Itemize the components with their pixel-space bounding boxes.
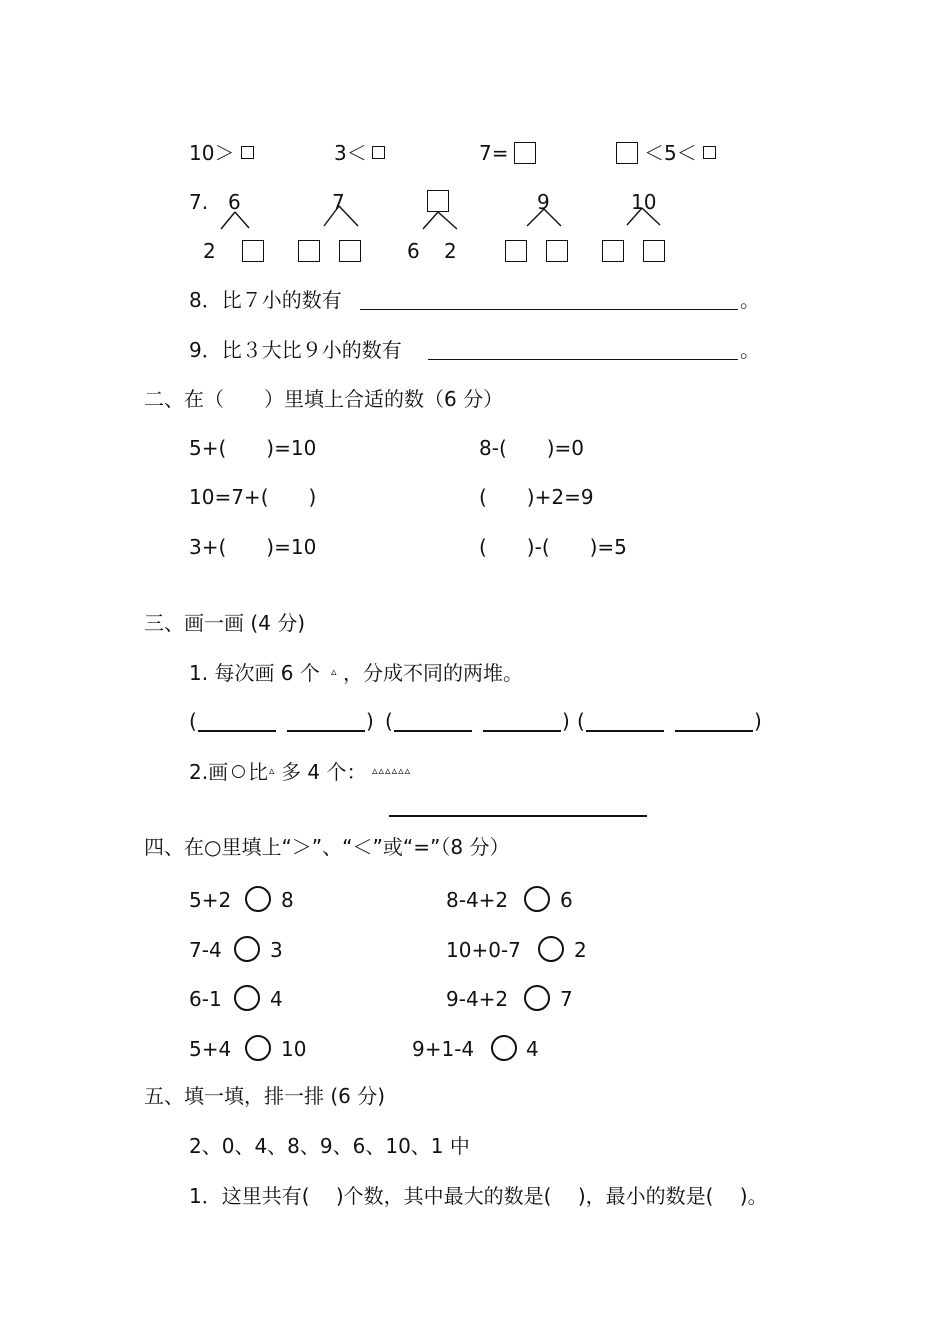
compare-circle[interactable] bbox=[524, 985, 550, 1011]
fill-item: ( )+2=9 bbox=[479, 485, 594, 509]
paren-close: ) bbox=[366, 709, 374, 733]
paren-open: ( bbox=[577, 709, 585, 733]
sec5-q1: 1．这里共有( )个数，其中最大的数是( )，最小的数是( )。 bbox=[189, 1184, 768, 1208]
answer-box[interactable] bbox=[546, 240, 568, 262]
q7-number: 7. bbox=[189, 190, 209, 214]
draw-blank[interactable] bbox=[675, 730, 753, 732]
compare-right: 6 bbox=[560, 888, 573, 912]
section-3-title: 三、画一画 (4 分) bbox=[144, 611, 306, 635]
q8-answer-line[interactable] bbox=[360, 309, 738, 310]
sec3-q1-after: ，分成不同的两堆。 bbox=[343, 661, 523, 685]
triangle-row-icon: ▵▵▵▵▵▵ bbox=[372, 764, 412, 777]
fill-item: 5+( )=10 bbox=[189, 436, 317, 460]
compare-right: 4 bbox=[526, 1037, 539, 1061]
triangle-icon: ▵ bbox=[269, 764, 275, 777]
draw-blank[interactable] bbox=[394, 730, 472, 732]
compare-circle[interactable] bbox=[491, 1035, 517, 1061]
compare-left: 5+4 bbox=[189, 1037, 232, 1061]
compare-left: 9-4+2 bbox=[446, 987, 509, 1011]
paren-close: ) bbox=[754, 709, 762, 733]
sec5-numbers: 2、0、4、8、9、6、10、1 中 bbox=[189, 1134, 470, 1158]
draw-blank[interactable] bbox=[198, 730, 276, 732]
q9-end: 。 bbox=[740, 338, 760, 362]
compare-right: 3 bbox=[270, 938, 283, 962]
answer-box[interactable] bbox=[643, 240, 665, 262]
draw-blank[interactable] bbox=[287, 730, 365, 732]
section-4-title: 四、在○里填上“＞”、“＜”或“=”（8 分） bbox=[144, 835, 510, 859]
fill-item: 3+( )=10 bbox=[189, 535, 317, 559]
answer-box[interactable] bbox=[298, 240, 320, 262]
section-2-title: 二、在（ ）里填上合适的数（6 分） bbox=[144, 387, 504, 411]
compare-left: 8-4+2 bbox=[446, 888, 509, 912]
tree-bottom-3-right: 2 bbox=[444, 239, 457, 263]
compare-3-label: 7= bbox=[479, 141, 509, 165]
compare-circle[interactable] bbox=[245, 1035, 271, 1061]
q9-text: 9．比３大比９小的数有 bbox=[189, 338, 402, 362]
draw-blank[interactable] bbox=[586, 730, 664, 732]
compare-left: 7-4 bbox=[189, 938, 222, 962]
tree-top-2: 7 bbox=[332, 190, 345, 214]
compare-1-label: 10＞ bbox=[189, 141, 235, 165]
q8-end: 。 bbox=[740, 288, 760, 312]
paren-open: ( bbox=[189, 709, 197, 733]
answer-box[interactable] bbox=[339, 240, 361, 262]
q8-text: 8．比７小的数有 bbox=[189, 288, 342, 312]
tree-top-4: 9 bbox=[537, 190, 550, 214]
circle-icon: ○ bbox=[231, 761, 246, 781]
compare-circle[interactable] bbox=[234, 936, 260, 962]
compare-2-label: 3＜ bbox=[334, 141, 367, 165]
sec3-q2-after: 多 4 个： bbox=[281, 760, 367, 784]
tree-top-1: 6 bbox=[228, 190, 241, 214]
tree-branches bbox=[0, 0, 950, 300]
draw-blank[interactable] bbox=[483, 730, 561, 732]
compare-left: 6-1 bbox=[189, 987, 222, 1011]
compare-right: 7 bbox=[560, 987, 573, 1011]
compare-left: 9+1-4 bbox=[412, 1037, 475, 1061]
fill-item: 8-( )=0 bbox=[479, 436, 585, 460]
tree-bottom-3-left: 6 bbox=[407, 239, 420, 263]
compare-circle[interactable] bbox=[234, 985, 260, 1011]
answer-box[interactable] bbox=[505, 240, 527, 262]
triangle-icon: ▵ bbox=[331, 665, 337, 678]
sec3-q1-before: 1. 每次画 6 个 bbox=[189, 661, 320, 685]
draw-answer-line[interactable] bbox=[389, 815, 647, 817]
q9-answer-line[interactable] bbox=[428, 359, 738, 360]
compare-right: 8 bbox=[281, 888, 294, 912]
fill-item: 10=7+( ) bbox=[189, 485, 317, 509]
answer-box[interactable] bbox=[242, 240, 264, 262]
compare-circle[interactable] bbox=[245, 886, 271, 912]
paren-open: ( bbox=[385, 709, 393, 733]
section-5-title: 五、填一填，排一排 (6 分) bbox=[144, 1084, 386, 1108]
sec3-q2-before: 2.画 bbox=[189, 760, 229, 784]
compare-4-label: ＜5＜ bbox=[644, 141, 697, 165]
compare-right: 2 bbox=[574, 938, 587, 962]
paren-close: ) bbox=[562, 709, 570, 733]
tree-top-5: 10 bbox=[631, 190, 657, 214]
compare-right: 4 bbox=[270, 987, 283, 1011]
compare-left: 5+2 bbox=[189, 888, 232, 912]
compare-right: 10 bbox=[281, 1037, 307, 1061]
answer-box[interactable] bbox=[602, 240, 624, 262]
sec3-q2-mid: 比 bbox=[248, 760, 268, 784]
compare-circle[interactable] bbox=[524, 886, 550, 912]
tree-bottom-1-left: 2 bbox=[203, 239, 216, 263]
fill-item: ( )-( )=5 bbox=[479, 535, 627, 559]
compare-circle[interactable] bbox=[538, 936, 564, 962]
compare-left: 10+0-7 bbox=[446, 938, 521, 962]
